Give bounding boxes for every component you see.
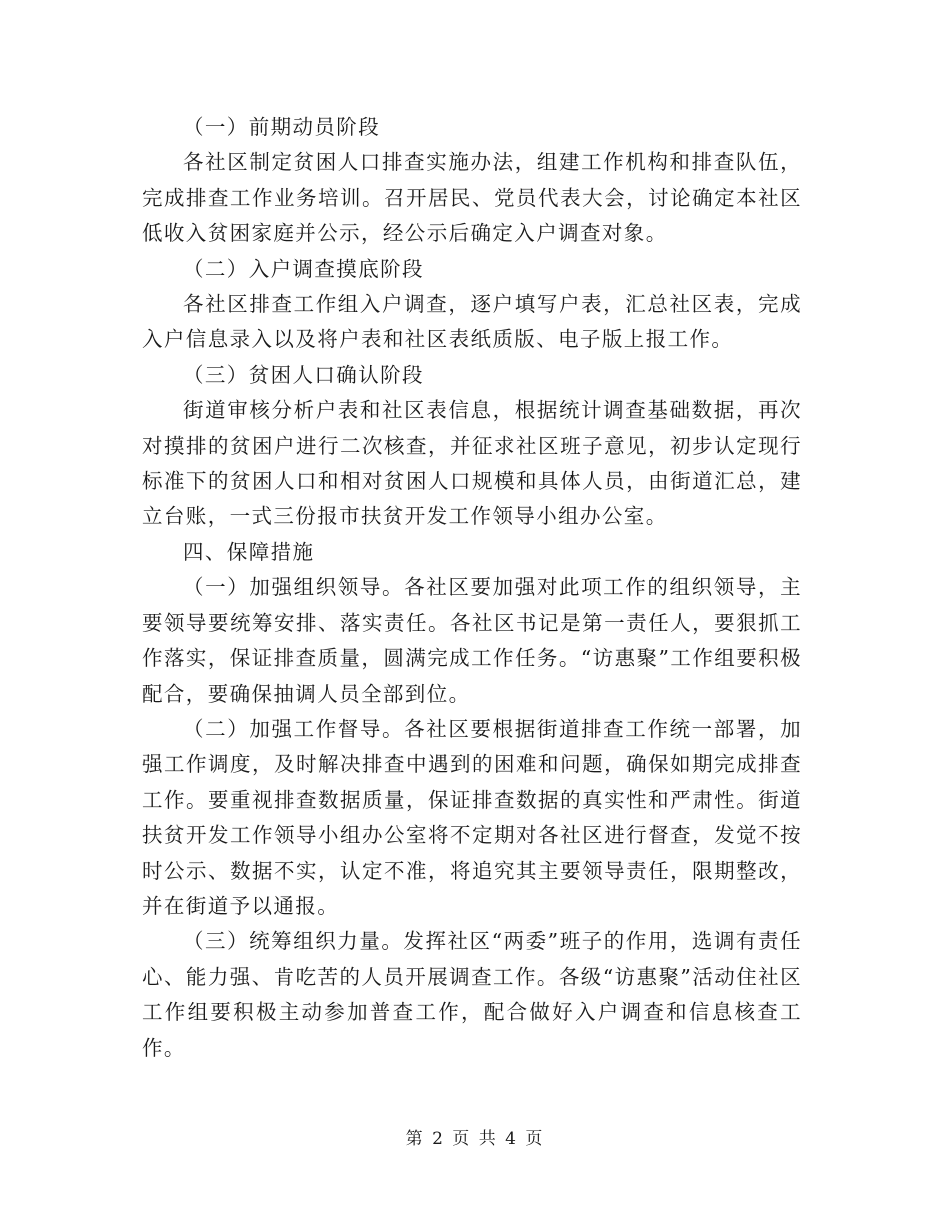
paragraph-household-survey: 各社区排查工作组入户调查，逐户填写户表，汇总社区表，完成入户信息录入以及将户表和社区表纸质版、电子版上报工作。	[142, 292, 802, 352]
paragraph-preliminary-mobilization: 各社区制定贫困人口排查实施办法，组建工作机构和排查队伍，完成排查工作业务培训。召开居民、党员代表大会，讨论确定本社区低收入贫困家庭并公示，经公示后确定入户调查对象。	[142, 150, 802, 246]
paragraph-strengthen-supervision: （二）加强工作督导。各社区要根据街道排查工作统一部署，加强工作调度，及时解决排查中遇到的困难和问题，确保如期完成排查工作。要重视排查数据质量，保证排查数据的真实性和严肃性。街道扶贫开发工作领导小组办公室将不定期对各社区进行督查，发觉不按时公示、数据不实，认定不准，将追究其主要领导责任，限期整改，并在街道予以通报。	[142, 716, 802, 918]
paragraph-coordinate-forces: （三）统筹组织力量。发挥社区“两委”班子的作用，选调有责任心、能力强、肯吃苦的人员开展调查工作。各级“访惠聚”活动住社区工作组要积极主动参加普查工作，配合做好入户调查和信息核查工作。	[142, 929, 802, 1060]
section-heading-household-survey: （二）入户调查摸底阶段	[183, 256, 424, 281]
section-heading-safeguard-measures: 四、保障措施	[183, 539, 315, 564]
document-body	[142, 110, 802, 1066]
section-heading-poverty-confirmation: （三）贫困人口确认阶段	[183, 362, 424, 387]
paragraph-poverty-confirmation: 街道审核分析户表和社区表信息，根据统计调查基础数据，再次对摸排的贫困户进行二次核查，并征求社区班子意见，初步认定现行标准下的贫困人口和相对贫困人口规模和具体人员，由街道汇总，建立台账，一式三份报市扶贫开发工作领导小组办公室。	[142, 398, 802, 529]
section-heading-preliminary-mobilization: （一）前期动员阶段	[183, 115, 381, 139]
paragraph-strengthen-leadership: （一）加强组织领导。各社区要加强对此项工作的组织领导，主要领导要统筹安排、落实责任。各社区书记是第一责任人，要狠抓工作落实，保证排查质量，圆满完成工作任务。“访惠聚”工作组要积极配合，要确保抽调人员全部到位。	[142, 575, 802, 706]
page-number-footer: 第 2 页 共 4 页	[405, 1129, 545, 1149]
